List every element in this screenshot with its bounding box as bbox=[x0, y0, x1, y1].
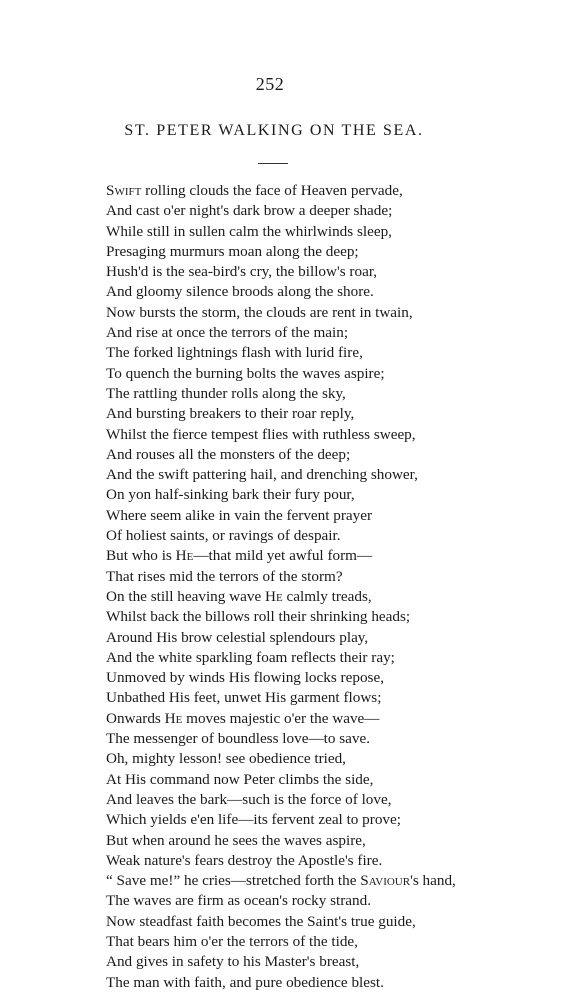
poem-line-segment: —that mild yet awful form— bbox=[193, 547, 373, 565]
poem-line bbox=[106, 729, 566, 749]
poem-line-segment: While still in sullen calm the whirlwinds sleep, bbox=[106, 222, 392, 240]
poem-line bbox=[106, 648, 566, 668]
poem-line-segment: “ Save me!” he cries—stretched forth the bbox=[106, 872, 361, 890]
poem-line-segment: Around His brow celestial splendours play, bbox=[106, 628, 369, 646]
poem-line bbox=[106, 790, 566, 810]
poem-line-segment: The forked lightnings flash with lurid fire, bbox=[106, 344, 363, 362]
poem-line bbox=[106, 404, 566, 424]
poem-line-segment: Now steadfast faith becomes the Saint's true guide, bbox=[106, 912, 416, 930]
poem-line-segment: And gloomy silence broods along the shore. bbox=[106, 283, 374, 301]
poem-line-segment: Oh, mighty lesson! see obedience tried, bbox=[106, 750, 346, 768]
poem-line-segment: But who is bbox=[106, 547, 176, 565]
poem-title: ST. PETER WALKING ON THE SEA. bbox=[124, 122, 424, 139]
poem-line-segment: Hush'd is the sea-bird's cry, the billow's roar, bbox=[106, 263, 378, 281]
poem-line bbox=[106, 932, 566, 952]
poem-line bbox=[106, 242, 566, 262]
poem-line-segment: On the still heaving wave bbox=[106, 587, 266, 605]
poem-line-segment: And rouses all the monsters of the deep; bbox=[106, 445, 351, 463]
poem-line bbox=[106, 871, 566, 891]
poem-line-segment: 's hand, bbox=[410, 872, 456, 890]
poem-line bbox=[106, 445, 566, 465]
poem-line-segment: Onwards bbox=[106, 709, 165, 727]
poem-line-segment: He bbox=[265, 587, 283, 605]
poem-line bbox=[106, 607, 566, 627]
poem-line bbox=[106, 425, 566, 445]
poem-line-segment: Of holiest saints, or ravings of despair. bbox=[106, 527, 341, 545]
poem-line bbox=[106, 688, 566, 708]
poem-line-segment: Swift bbox=[106, 182, 142, 199]
poem-line bbox=[106, 770, 566, 790]
poem-line bbox=[106, 912, 566, 932]
poem-line-segment: And cast o'er night's dark brow a deeper shade; bbox=[106, 202, 393, 220]
poem-line-segment: Where seem alike in vain the fervent prayer bbox=[106, 506, 373, 524]
poem-line-segment: Presaging murmurs moan along the deep; bbox=[106, 242, 359, 260]
poem-line bbox=[106, 201, 566, 221]
poem-line bbox=[106, 364, 566, 384]
poem-line-segment: And bursting breakers to their roar reply, bbox=[106, 405, 355, 423]
poem-line bbox=[106, 323, 566, 343]
poem-line-segment: rolling clouds the face of Heaven pervade, bbox=[141, 182, 403, 199]
poem-line bbox=[106, 831, 566, 851]
poem-line bbox=[106, 546, 566, 566]
poem-line bbox=[106, 709, 566, 729]
poem-line-segment: That bears him o'er the terrors of the tide, bbox=[106, 932, 358, 950]
poem-line bbox=[106, 262, 566, 282]
poem-line-segment: The messenger of boundless love—to save. bbox=[106, 730, 371, 748]
poem-line-segment: But when around he sees the waves aspire, bbox=[106, 831, 366, 849]
poem-line bbox=[106, 222, 566, 242]
poem-line-segment: On yon half-sinking bark their fury pour, bbox=[106, 486, 355, 504]
poem-line-segment: He bbox=[175, 547, 194, 565]
poem-line bbox=[106, 668, 566, 688]
poem-line bbox=[106, 567, 566, 587]
poem-line-segment: calmly treads, bbox=[282, 587, 372, 605]
poem-line-segment: And gives in safety to his Master's breast, bbox=[106, 953, 360, 971]
poem-line bbox=[106, 282, 566, 302]
poem-line-segment: And leaves the bark—such is the force of love, bbox=[106, 790, 392, 808]
poem-line-segment: moves majestic o'er the wave— bbox=[182, 709, 380, 727]
poem-line bbox=[106, 303, 566, 323]
poem-line-segment: Whilst the fierce tempest flies with ruthless sweep, bbox=[106, 425, 416, 443]
poem-line-segment: The rattling thunder rolls along the sky, bbox=[106, 384, 346, 402]
poem-line bbox=[106, 384, 566, 404]
poem-line-segment: And rise at once the terrors of the main; bbox=[106, 324, 349, 342]
poem-line-segment: Unmoved by winds His flowing locks repose, bbox=[106, 669, 384, 687]
poem-line-segment: To quench the burning bolts the waves aspire; bbox=[106, 364, 385, 382]
poem-line-segment: Unbathed His feet, unwet His garment flows; bbox=[106, 689, 382, 707]
poem-line bbox=[106, 506, 566, 526]
poem-line-segment: And the white sparkling foam reflects their ray; bbox=[106, 648, 395, 666]
poem-line bbox=[106, 465, 566, 485]
poem-line bbox=[106, 851, 566, 871]
poem-line bbox=[106, 526, 566, 546]
poem-line bbox=[106, 343, 566, 363]
poem-line bbox=[106, 810, 566, 830]
poem-line-segment: At His command now Peter climbs the side, bbox=[106, 770, 374, 788]
poem-line-segment: Whilst back the billows roll their shrinking heads; bbox=[106, 608, 411, 626]
poem-line-segment: Now bursts the storm, the clouds are rent in twain, bbox=[106, 303, 413, 321]
title-divider bbox=[258, 163, 288, 164]
poem-line-segment: Weak nature's fears destroy the Apostle's fire. bbox=[106, 851, 383, 869]
poem-line-segment: Which yields e'en life—its fervent zeal to prove; bbox=[106, 811, 401, 829]
page-number: 252 bbox=[255, 74, 285, 94]
poem-line-segment: Saviour bbox=[360, 872, 411, 890]
poem-line bbox=[106, 749, 566, 769]
poem-line bbox=[106, 181, 566, 201]
poem-line bbox=[106, 485, 566, 505]
poem-body bbox=[106, 181, 566, 993]
poem-line bbox=[106, 952, 566, 972]
poem-line bbox=[106, 891, 566, 911]
poem-line bbox=[106, 628, 566, 648]
poem-line bbox=[106, 973, 566, 993]
poem-line-segment: The waves are firm as ocean's rocky strand. bbox=[106, 892, 372, 910]
poem-line bbox=[106, 587, 566, 607]
poem-line-segment: And the swift pattering hail, and drenching shower, bbox=[106, 466, 418, 484]
poem-line-segment: That rises mid the terrors of the storm? bbox=[106, 567, 343, 585]
poem-line-segment: The man with faith, and pure obedience blest. bbox=[106, 973, 384, 991]
poem-line-segment: He bbox=[164, 709, 183, 727]
